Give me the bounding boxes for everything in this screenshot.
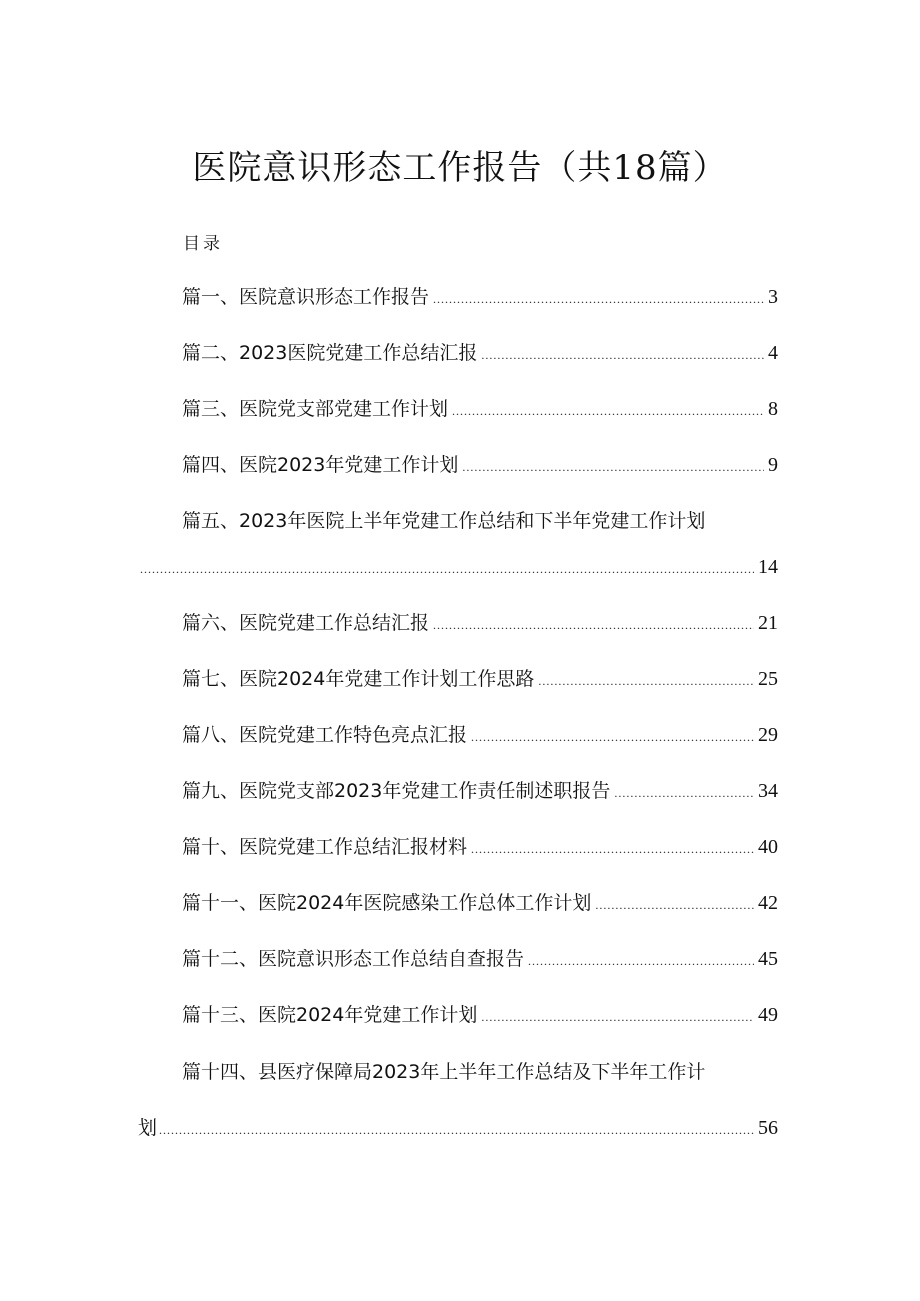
toc-leader-dots xyxy=(462,456,764,478)
toc-entry-page: 25 xyxy=(758,668,778,690)
toc-leader-dots xyxy=(528,950,754,972)
toc-leader-dots xyxy=(452,400,764,422)
toc-entry-title: 篇十一、医院2024年医院感染工作总体工作计划 xyxy=(182,892,592,914)
toc-entry-page: 14 xyxy=(758,556,778,578)
toc-entry-page: 9 xyxy=(768,454,778,476)
toc-entry[interactable] xyxy=(182,664,778,694)
toc-leader-dots xyxy=(481,1006,754,1028)
toc-entry-title: 篇六、医院党建工作总结汇报 xyxy=(182,612,430,634)
toc-entry-page: 42 xyxy=(758,892,778,914)
toc-entry-title: 篇十、医院党建工作总结汇报材料 xyxy=(182,836,468,858)
toc-entry[interactable] xyxy=(138,556,778,586)
toc-entry-page: 4 xyxy=(768,342,778,364)
toc-leader-dots xyxy=(159,1119,754,1141)
toc-entry-title: 篇二、2023医院党建工作总结汇报 xyxy=(182,342,478,364)
toc-leader-dots xyxy=(614,782,754,804)
toc-entry[interactable] xyxy=(182,338,778,368)
toc-entry-title: 篇四、医院2023年党建工作计划 xyxy=(182,454,459,476)
toc-entry[interactable] xyxy=(182,282,778,312)
toc-entry-title: 篇一、医院意识形态工作报告 xyxy=(182,286,430,308)
toc-entry[interactable] xyxy=(182,832,778,862)
toc-entry-page: 49 xyxy=(758,1004,778,1026)
toc-entry-title: 篇十二、医院意识形态工作总结自查报告 xyxy=(182,948,525,970)
toc-entry[interactable] xyxy=(182,394,778,424)
toc-entry[interactable] xyxy=(182,944,778,974)
toc-entry[interactable] xyxy=(182,1000,778,1030)
toc-entry-page: 40 xyxy=(758,836,778,858)
toc-entry-title: 篇十三、医院2024年党建工作计划 xyxy=(182,1004,478,1026)
toc-label: 目录 xyxy=(183,234,223,254)
toc-entry[interactable] xyxy=(182,450,778,480)
toc-leader-dots xyxy=(140,558,754,580)
toc-entry[interactable] xyxy=(182,720,778,750)
toc-leader-dots xyxy=(595,894,754,916)
toc-leader-dots xyxy=(433,614,754,636)
toc-entry-page: 45 xyxy=(758,948,778,970)
toc-entry[interactable] xyxy=(138,1113,778,1143)
toc-leader-dots xyxy=(471,838,754,860)
toc-entry[interactable] xyxy=(182,888,778,918)
toc-entry-title[interactable]: 篇十四、县医疗保障局2023年上半年工作总结及下半年工作计 xyxy=(182,1061,706,1083)
toc-entry-title: 篇九、医院党支部2023年党建工作责任制述职报告 xyxy=(182,780,611,802)
toc-entry-page: 56 xyxy=(758,1117,778,1139)
toc-entry-title: 篇三、医院党支部党建工作计划 xyxy=(182,398,449,420)
toc-entry-page: 21 xyxy=(758,612,778,634)
toc-entry-page: 34 xyxy=(758,780,778,802)
toc-entry-page: 3 xyxy=(768,286,778,308)
toc-entry-page: 29 xyxy=(758,724,778,746)
toc-entry[interactable] xyxy=(182,608,778,638)
document-title: 医院意识形态工作报告（共18篇） xyxy=(192,148,728,188)
toc-entry-page: 8 xyxy=(768,398,778,420)
toc-leader-dots xyxy=(481,344,764,366)
toc-leader-dots xyxy=(433,288,764,310)
toc-entry-title: 篇八、医院党建工作特色亮点汇报 xyxy=(182,724,468,746)
toc-entry[interactable] xyxy=(182,776,778,806)
toc-entry-title: 篇七、医院2024年党建工作计划工作思路 xyxy=(182,668,535,690)
toc-leader-dots xyxy=(471,726,754,748)
toc-entry-title[interactable]: 篇五、2023年医院上半年党建工作总结和下半年党建工作计划 xyxy=(182,510,706,532)
toc-entry-title-cont: 划 xyxy=(138,1117,158,1139)
toc-leader-dots xyxy=(538,670,754,692)
